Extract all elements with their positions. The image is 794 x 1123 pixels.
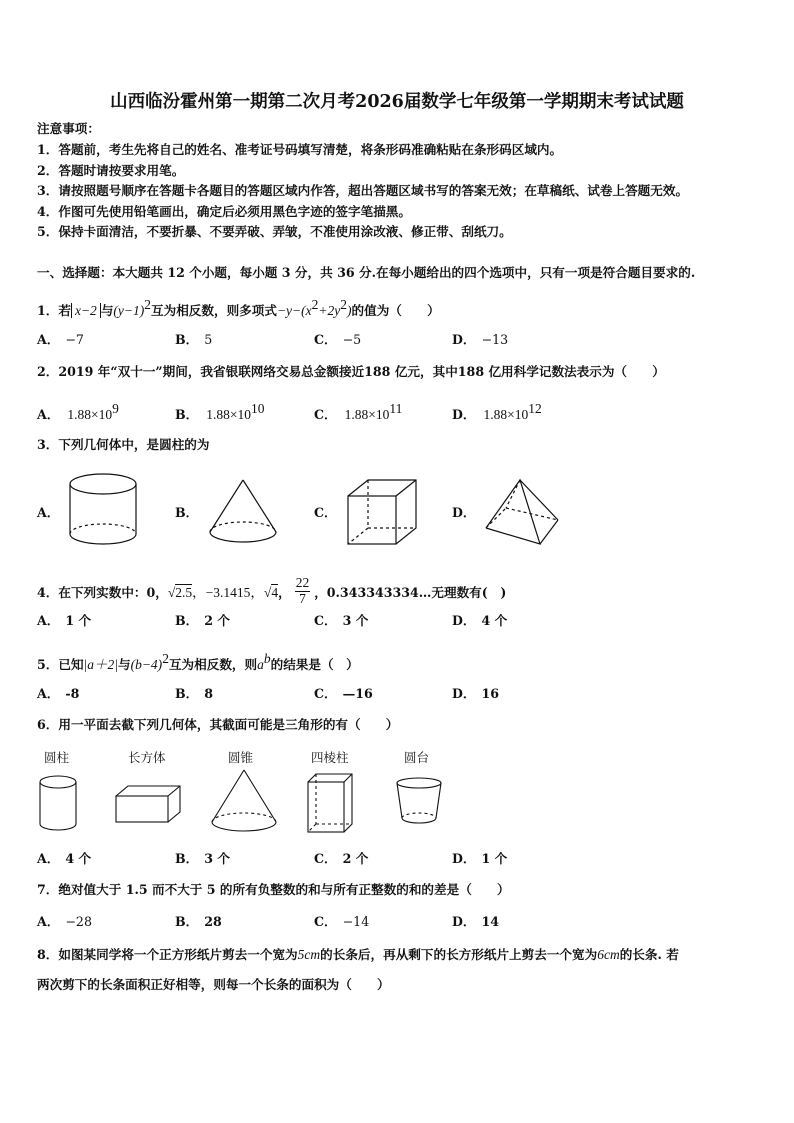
q1-option-c: C． −5 (314, 332, 362, 347)
small-cone-figure (208, 766, 280, 836)
q1-poly-exp1: 2 (311, 297, 319, 312)
small-prism-figure (304, 770, 356, 836)
solid-label-cylinder: 圆柱 (44, 750, 70, 765)
q1-option-a: A． −7 (37, 332, 84, 347)
q5-option-d: D． 16 (452, 686, 500, 701)
q1-paren-expr: (y−1) (113, 303, 145, 318)
q6-option-a: A． 4 个 (37, 851, 92, 866)
q7-option-b: B． 28 (175, 914, 222, 929)
question-2: 2．2019 年“双十一”期间，我省银联网络交易总金额接近188 亿元，其中188 亿用科学记数法表示为（ ） (37, 364, 665, 379)
q4-option-b: B． 2 个 (175, 613, 230, 628)
q4-sqrt-2: 4 (271, 584, 279, 600)
notice-heading: 注意事项： (37, 121, 100, 136)
notice-item-1: 1．答题前，考生先将自己的姓名、准考证号码填写清楚，将条形码准确粘贴在条形码区域内。 (37, 142, 563, 157)
q2-option-a: A． $1.88\times 10^9$ (37, 401, 119, 422)
q8-width-2: 6cm (597, 947, 620, 962)
question-3: 3．下列几何体中，是圆柱的为 (37, 437, 210, 452)
q5-option-c: C． —16 (314, 686, 373, 701)
q1-abs-expr: x−2 (71, 303, 101, 318)
q2-option-c: C． $1.88\times 10^{11}$ (314, 401, 403, 422)
question-4: 4．在下列实数中：0，√2.5，−3.1415，√4， $\frac{22}{7}$ ，0.343343334…无理数有( ) (37, 575, 507, 606)
q1-poly-a: −y− (276, 303, 302, 318)
q2-option-d: D． $1.88\times 10^{12}$ (452, 401, 542, 422)
q8-width-1: 5cm (297, 947, 321, 962)
question-5: 5．已知|a＋2|与$(b-4)^2$互为相反数，则$a^b$的结果是（ ） (37, 651, 359, 672)
q1-mid1: 与 (100, 303, 114, 318)
q3-option-b: B． (175, 505, 199, 520)
q1-prefix: 1．若 (37, 303, 71, 318)
q4-option-d: D． 4 个 (452, 613, 508, 628)
question-8-line-2: 两次剪下的长条面积正好相等，则每一个长条的面积为（ ） (37, 977, 390, 992)
q1-suffix: 的值为（ ） (351, 303, 440, 318)
q1-poly-b: (x (301, 303, 312, 318)
q5-option-a: A． -8 (37, 686, 80, 701)
q4-fraction: $\frac{22}{7}$ (295, 575, 310, 606)
q1-mid2: 互为相反数，则多项式 (151, 303, 277, 318)
q5-paren-expr: (b−4) (130, 657, 163, 672)
q1-option-b: B． 5 (175, 332, 213, 347)
q3-option-d: D． (452, 505, 476, 520)
section-heading: 一、选择题：本大题共 12 个小题，每小题 3 分，共 36 分.在每小题给出的四个选项中，只有一项是符合题目要求的. (37, 265, 696, 280)
question-6: 6．用一平面去截下列几何体，其截面可能是三角形的有（ ） (37, 717, 399, 732)
question-8-line-1: 8．如图某同学将一个正方形纸片剪去一个宽为5cm的长条后，再从剩下的长方形纸片上剪去一个宽为6cm的长条. 若 (37, 947, 679, 962)
q2-option-b: B． $1.88\times 10^{10}$ (175, 401, 265, 422)
small-cylinder-figure (36, 772, 80, 834)
small-frustum-figure (392, 774, 446, 830)
pyramid-figure (482, 476, 562, 548)
exam-title: 山西临汾霍州第一期第二次月考2026届数学七年级第一学期期末考试试题 (110, 92, 684, 112)
cylinder-figure (66, 470, 140, 550)
notice-item-2: 2．答题时请按要求用笔。 (37, 163, 185, 178)
q7-option-d: D． 14 (452, 914, 500, 929)
q7-option-a: A． −28 (37, 914, 92, 929)
q7-option-c: C． −14 (314, 914, 370, 929)
notice-item-4: 4．作图可先使用铅笔画出，确定后必须用黑色字迹的签字笔描黑。 (37, 204, 411, 219)
q6-option-b: B． 3 个 (175, 851, 230, 866)
question-7: 7．绝对值大于 1.5 而不大于 5 的所有负整数的和与所有正整数的和的差是（ ） (37, 882, 510, 897)
cube-figure (344, 476, 420, 548)
q1-exp: 2 (144, 297, 151, 312)
question-1 (37, 298, 440, 318)
notice-item-3: 3．请按照题号顺序在答题卡各题目的答题区域内作答，超出答题区域书写的答案无效；在草稿纸、试卷上答题无效。 (37, 183, 689, 198)
solid-label-cuboid: 长方体 (128, 750, 166, 765)
q4-option-c: C． 3 个 (314, 613, 369, 628)
q3-option-a: A． (37, 505, 60, 520)
cone-figure (206, 476, 280, 548)
q4-sqrt-1: 2.5 (175, 584, 193, 600)
solid-label-frustum: 圆台 (404, 750, 430, 765)
q1-option-d: D． −13 (452, 332, 509, 347)
q5-option-b: B． 8 (175, 686, 214, 701)
small-cuboid-figure (112, 782, 184, 826)
solid-label-cone: 圆锥 (228, 750, 254, 765)
notice-item-5: 5．保持卡面清洁，不要折暴、不要弄破、弄皱，不准使用涂改液、修正带、刮纸刀。 (37, 224, 512, 239)
q4-option-a: A． 1 个 (37, 613, 92, 628)
q1-poly-d: ) (347, 303, 352, 318)
solid-label-prism: 四棱柱 (311, 750, 349, 765)
q5-abs-expr: |a＋2| (83, 657, 118, 672)
q1-poly-c: +2y (318, 303, 341, 318)
q1-poly-exp2: 2 (340, 297, 348, 312)
q3-option-c: C． (314, 505, 337, 520)
q6-option-d: D． 1 个 (452, 851, 508, 866)
q6-option-c: C． 2 个 (314, 851, 369, 866)
